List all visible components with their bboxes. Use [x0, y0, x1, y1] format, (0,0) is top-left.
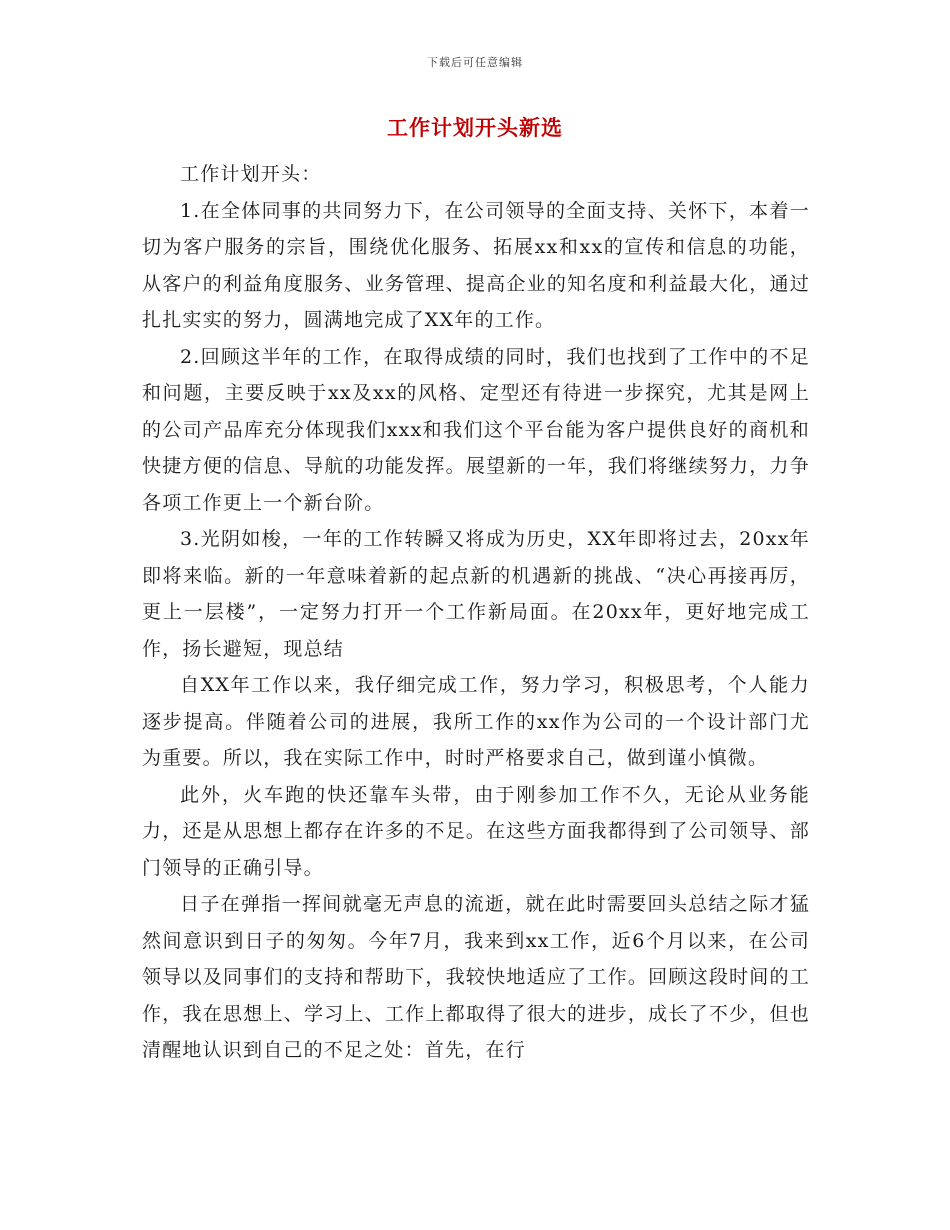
paragraph-intro: 工作计划开头：: [180, 163, 322, 185]
paragraph-2: 2.回顾这半年的工作，在取得成绩的同时，我们也找到了工作中的不足和问题，主要反映于xx及xx的风格、定型还有待进一步探究，尤其是网上的公司产品库充分体现我们xxx和我们这个平台能为客户提供良好的商机和快捷方便的信息、导航的功能发挥。展望新的一年，我们将继续努力，力争各项工作更上一个新台阶。: [142, 345, 810, 514]
document-body: [142, 156, 810, 1069]
paragraph-3: 3.光阴如梭，一年的工作转瞬又将成为历史，XX年即将过去，20xx年即将来临。新的一年意味着新的起点新的机遇新的挑战、“决心再接再厉，更上一层楼”，一定努力打开一个工作新局面。在20xx年，更好地完成工作，扬长避短，现总结: [142, 528, 810, 660]
document-title: 工作计划开头新选: [387, 115, 563, 140]
paragraph-4: 自XX年工作以来，我仔细完成工作，努力学习，积极思考，个人能力逐步提高。伴随着公司的进展，我所工作的xx作为公司的一个设计部门尤为重要。所以，我在实际工作中，时时严格要求自己，做到谨小慎微。: [142, 674, 810, 769]
paragraph-5: 此外，火车跑的快还靠车头带，由于刚参加工作不久，无论从业务能力，还是从思想上都存在许多的不足。在这些方面我都得到了公司领导、部门领导的正确引导。: [142, 783, 810, 879]
paragraph-1: 1.在全体同事的共同努力下，在公司领导的全面支持、关怀下，本着一切为客户服务的宗旨，围绕优化服务、拓展xx和xx的宣传和信息的功能，从客户的利益角度服务、业务管理、提高企业的知名度和利益最大化，通过扎扎实实的努力，圆满地完成了XX年的工作。: [142, 199, 810, 331]
paragraph-6: 日子在弹指一挥间就毫无声息的流逝，就在此时需要回头总结之际才猛然间意识到日子的匆匆。今年7月，我来到xx工作，近6个月以来，在公司领导以及同事们的支持和帮助下，我较快地适应了工作。回顾这段时间的工作，我在思想上、学习上、工作上都取得了很大的进步，成长了不少，但也清醒地认识到自己的不足之处：首先，在行: [142, 893, 810, 1061]
page-header-note: 下载后可任意编辑: [427, 56, 523, 69]
